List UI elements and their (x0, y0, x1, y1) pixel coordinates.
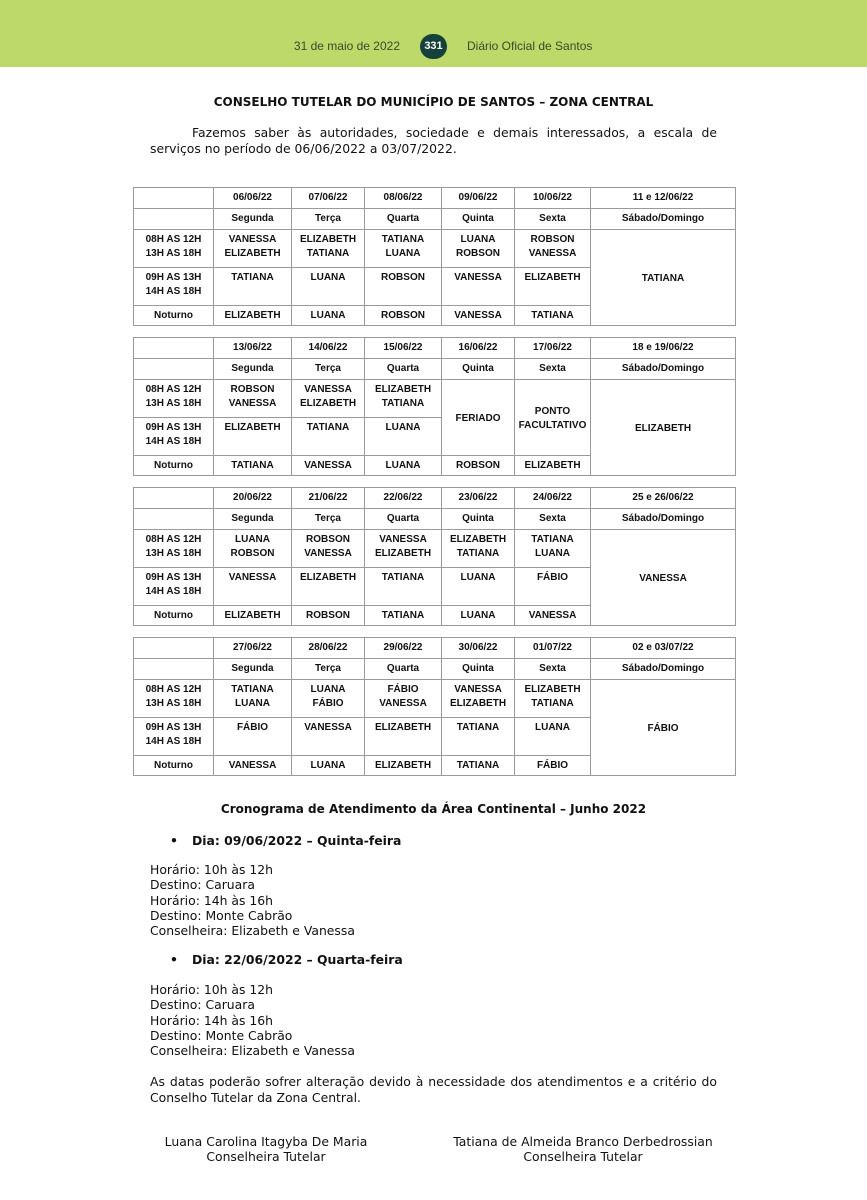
schedule-table-week-4 (133, 637, 736, 776)
shift-cell: TATIANA LUANA (365, 230, 442, 268)
date-header: 29/06/22 (365, 638, 442, 659)
intro-paragraph: Fazemos saber às autoridades, sociedade e demais interessados, a escala de serviços no período de 06/06/2022 a 03/07/2022. (150, 125, 717, 156)
weekend-day-header: Sábado/Domingo (591, 359, 736, 380)
shift-cell: LUANA (515, 718, 591, 756)
weekday-header: Sexta (515, 509, 591, 530)
night-cell: LUANA (365, 456, 442, 476)
weekday-header: Segunda (214, 509, 292, 530)
night-cell: FÁBIO (515, 756, 591, 776)
shift-cell: LUANA (442, 568, 515, 606)
visit-details-1 (150, 862, 355, 938)
date-header: 28/06/22 (292, 638, 365, 659)
date-header: 24/06/22 (515, 488, 591, 509)
signatory-role: Conselheira Tutelar (206, 1149, 326, 1165)
optional-day-cell: PONTO FACULTATIVO (515, 380, 591, 456)
shift-cell: ROBSON VANESSA (214, 380, 292, 418)
bullet-icon: • (170, 952, 178, 967)
publication-name: Diário Oficial de Santos (467, 39, 593, 53)
date-header: 10/06/22 (515, 188, 591, 209)
corner-cell (134, 488, 214, 509)
night-cell: LUANA (292, 756, 365, 776)
shift-cell: ELIZABETH TATIANA (442, 530, 515, 568)
visit-line: Horário: 14h às 16h (150, 1012, 273, 1028)
date-header: 08/06/22 (365, 188, 442, 209)
visit-heading-2: • Dia: 22/06/2022 – Quarta-feira (170, 952, 403, 967)
night-cell: ROBSON (442, 456, 515, 476)
schedule-table-week-3 (133, 487, 736, 626)
weekday-header: Quarta (365, 509, 442, 530)
shift-cell: ROBSON (365, 268, 442, 306)
shift-cell: ELIZABETH (292, 568, 365, 606)
visit-line: Horário: 10h às 12h (150, 982, 273, 997)
bullet-icon: • (170, 833, 178, 848)
corner-cell (134, 359, 214, 380)
corner-cell (134, 638, 214, 659)
weekday-header: Sexta (515, 359, 591, 380)
night-cell: VANESSA (214, 756, 292, 776)
shift-cell: TATIANA (214, 268, 292, 306)
night-cell: LUANA (442, 606, 515, 626)
visit-line: Horário: 14h às 16h (150, 892, 273, 908)
night-cell: VANESSA (515, 606, 591, 626)
shift-cell: LUANA (292, 268, 365, 306)
shift-label: 08H AS 12H 13H AS 18H (134, 530, 214, 568)
weekend-day-header: Sábado/Domingo (591, 659, 736, 680)
continental-schedule-title: Cronograma de Atendimento da Área Continental – Junho 2022 (220, 802, 647, 816)
weekday-header: Quarta (365, 359, 442, 380)
date-header: 01/07/22 (515, 638, 591, 659)
night-cell: VANESSA (292, 456, 365, 476)
shift-cell: ROBSON VANESSA (515, 230, 591, 268)
shift-cell: VANESSA ELIZABETH (365, 530, 442, 568)
shift-cell: TATIANA LUANA (515, 530, 591, 568)
shift-cell: ELIZABETH (214, 418, 292, 456)
night-cell: TATIANA (365, 606, 442, 626)
shift-label: 09H AS 13H 14H AS 18H (134, 418, 214, 456)
weekend-day-header: Sábado/Domingo (591, 209, 736, 230)
date-header: 14/06/22 (292, 338, 365, 359)
night-cell: ELIZABETH (214, 606, 292, 626)
weekend-cell: TATIANA (591, 230, 736, 326)
signatory-name: Luana Carolina Itagyba De Maria (164, 1134, 368, 1149)
shift-cell: VANESSA (292, 718, 365, 756)
weekend-date-header: 25 e 26/06/22 (591, 488, 736, 509)
shift-cell: ROBSON VANESSA (292, 530, 365, 568)
date-header: 22/06/22 (365, 488, 442, 509)
night-cell: LUANA (292, 306, 365, 326)
date-header: 13/06/22 (214, 338, 292, 359)
shift-cell: ELIZABETH (515, 268, 591, 306)
weekend-cell: FÁBIO (591, 680, 736, 776)
shift-cell: FÁBIO (214, 718, 292, 756)
night-cell: ELIZABETH (515, 456, 591, 476)
date-header: 27/06/22 (214, 638, 292, 659)
visit-line: Destino: Monte Cabrão (150, 907, 293, 923)
weekend-cell: VANESSA (591, 530, 736, 626)
shift-label: 09H AS 13H 14H AS 18H (134, 718, 214, 756)
night-cell: ELIZABETH (214, 306, 292, 326)
signatory-role: Conselheira Tutelar (523, 1149, 643, 1165)
corner-cell (134, 338, 214, 359)
shift-cell: LUANA ROBSON (214, 530, 292, 568)
night-label: Noturno (134, 456, 214, 476)
change-notice: As datas poderão sofrer alteração devido à necessidade dos atendimentos e a critério do Conselho Tutelar da Zona Central. (150, 1074, 717, 1105)
weekday-header: Quinta (442, 359, 515, 380)
weekday-header: Segunda (214, 659, 292, 680)
visit-details-2 (150, 982, 355, 1058)
shift-cell: VANESSA (214, 568, 292, 606)
date-header: 23/06/22 (442, 488, 515, 509)
weekday-header: Segunda (214, 209, 292, 230)
date-header: 21/06/22 (292, 488, 365, 509)
shift-label: 08H AS 12H 13H AS 18H (134, 680, 214, 718)
shift-cell: ELIZABETH (365, 718, 442, 756)
shift-cell: LUANA (365, 418, 442, 456)
corner-cell (134, 659, 214, 680)
weekend-day-header: Sábado/Domingo (591, 509, 736, 530)
night-cell: VANESSA (442, 306, 515, 326)
visit-line: Destino: Caruara (150, 877, 255, 893)
weekday-header: Quinta (442, 209, 515, 230)
shift-cell: VANESSA ELIZABETH (292, 380, 365, 418)
night-label: Noturno (134, 606, 214, 626)
visit-line: Conselheira: Elizabeth e Vanessa (150, 1043, 355, 1059)
shift-label: 08H AS 12H 13H AS 18H (134, 380, 214, 418)
shift-cell: TATIANA (365, 568, 442, 606)
corner-cell (134, 188, 214, 209)
weekday-header: Terça (292, 659, 365, 680)
date-header: 06/06/22 (214, 188, 292, 209)
signature-block-2 (440, 1134, 726, 1165)
shift-cell: VANESSA ELIZABETH (442, 680, 515, 718)
date-header: 15/06/22 (365, 338, 442, 359)
weekday-header: Sexta (515, 209, 591, 230)
shift-cell: TATIANA LUANA (214, 680, 292, 718)
visit-line: Conselheira: Elizabeth e Vanessa (150, 923, 355, 939)
shift-cell: TATIANA (292, 418, 365, 456)
weekend-date-header: 02 e 03/07/22 (591, 638, 736, 659)
shift-cell: ELIZABETH TATIANA (515, 680, 591, 718)
page-number-badge: 331 (420, 34, 447, 59)
shift-cell: ELIZABETH TATIANA (365, 380, 442, 418)
night-cell: TATIANA (442, 756, 515, 776)
night-cell: TATIANA (515, 306, 591, 326)
shift-cell: VANESSA (442, 268, 515, 306)
night-cell: ELIZABETH (365, 756, 442, 776)
shift-label: 08H AS 12H 13H AS 18H (134, 230, 214, 268)
signatory-name: Tatiana de Almeida Branco Derbedrossian (453, 1134, 713, 1149)
shift-label: 09H AS 13H 14H AS 18H (134, 268, 214, 306)
weekend-cell: ELIZABETH (591, 380, 736, 476)
date-header: 16/06/22 (442, 338, 515, 359)
corner-cell (134, 209, 214, 230)
visit-line: Horário: 10h às 12h (150, 862, 273, 877)
weekday-header: Quinta (442, 509, 515, 530)
header-date: 31 de maio de 2022 (293, 39, 400, 53)
shift-cell: FÁBIO (515, 568, 591, 606)
date-header: 30/06/22 (442, 638, 515, 659)
signature-block-1 (150, 1134, 382, 1165)
holiday-cell: FERIADO (442, 380, 515, 456)
weekday-header: Segunda (214, 359, 292, 380)
shift-cell: VANESSA ELIZABETH (214, 230, 292, 268)
weekday-header: Terça (292, 209, 365, 230)
night-label: Noturno (134, 306, 214, 326)
visit-line: Destino: Monte Cabrão (150, 1027, 293, 1043)
weekday-header: Terça (292, 359, 365, 380)
visit-line: Destino: Caruara (150, 997, 255, 1013)
page-header (0, 0, 867, 67)
shift-cell: LUANA FÁBIO (292, 680, 365, 718)
night-cell: ROBSON (292, 606, 365, 626)
corner-cell (134, 509, 214, 530)
weekday-header: Terça (292, 509, 365, 530)
weekday-header: Quinta (442, 659, 515, 680)
shift-cell: TATIANA (442, 718, 515, 756)
weekday-header: Sexta (515, 659, 591, 680)
shift-cell: FÁBIO VANESSA (365, 680, 442, 718)
date-header: 07/06/22 (292, 188, 365, 209)
night-label: Noturno (134, 756, 214, 776)
shift-cell: LUANA ROBSON (442, 230, 515, 268)
weekend-date-header: 18 e 19/06/22 (591, 338, 736, 359)
document-title: CONSELHO TUTELAR DO MUNICÍPIO DE SANTOS – ZONA CENTRAL (213, 95, 654, 109)
night-cell: TATIANA (214, 456, 292, 476)
date-header: 20/06/22 (214, 488, 292, 509)
date-header: 17/06/22 (515, 338, 591, 359)
weekday-header: Quarta (365, 659, 442, 680)
shift-label: 09H AS 13H 14H AS 18H (134, 568, 214, 606)
shift-cell: ELIZABETH TATIANA (292, 230, 365, 268)
night-cell: ROBSON (365, 306, 442, 326)
schedule-table-week-1 (133, 187, 736, 326)
schedule-table-week-2 (133, 337, 736, 476)
weekend-date-header: 11 e 12/06/22 (591, 188, 736, 209)
visit-heading-1: • Dia: 09/06/2022 – Quinta-feira (170, 833, 402, 848)
date-header: 09/06/22 (442, 188, 515, 209)
weekday-header: Quarta (365, 209, 442, 230)
